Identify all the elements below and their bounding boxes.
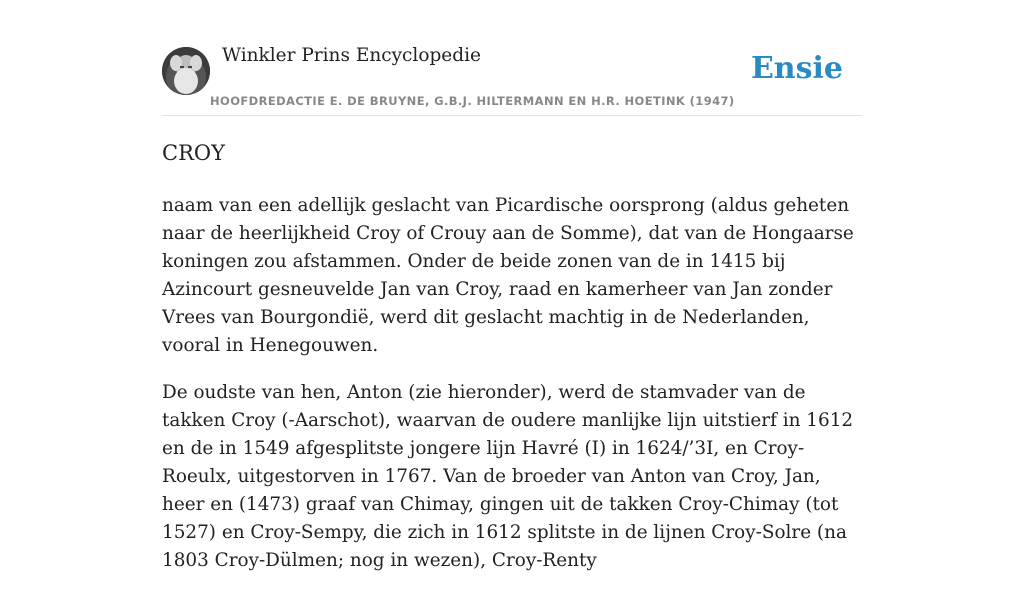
portrait-image (162, 47, 210, 95)
editor-credits: HOOFDREDACTIE E. DE BRUYNE, G.B.J. HILTERMANN EN H.R. HOETINK (1947) (210, 94, 735, 108)
header-divider (162, 115, 862, 116)
entry-title: CROY (162, 141, 225, 165)
entry-body (162, 192, 862, 594)
paragraph: De oudste van hen, Anton (zie hieronder), werd de stamvader van de takken Croy (-Aarschot), waarvan de oudere manlijke lijn uitstierf in 1612 en de in 1549 afgesplitste jongere lijn Havré (I) in 1624/’3I, en Croy-Roeulx, uitgestorven in 1767. Van de broeder van Anton van Croy, Jan, heer en (1473) graaf van Chimay, gingen uit de takken Croy-Chimay (tot 1527) en Croy-Sempy, die zich in 1612 splitste in de lijnen Croy-Solre (na 1803 Croy-Dülmen; nog in wezen), Croy-Renty (162, 382, 854, 571)
author-portrait (162, 47, 210, 95)
paragraph: naam van een adellijk geslacht van Picardische oorsprong (aldus geheten naar de heerlijkheid Croy of Crouy aan de Somme), dat van de Hongaarse koningen zou afstammen. Onder de beide zonen van de in 1415 bij Azincourt gesneuvelde Jan van Croy, raad en kamerheer van Jan zonder Vrees van Bourgondië, werd dit geslacht machtig in de Nederlanden, vooral in Henegouwen. (162, 195, 854, 356)
brand-logo[interactable]: Ensie (750, 51, 843, 86)
site-title[interactable]: Winkler Prins Encyclopedie (222, 45, 481, 66)
